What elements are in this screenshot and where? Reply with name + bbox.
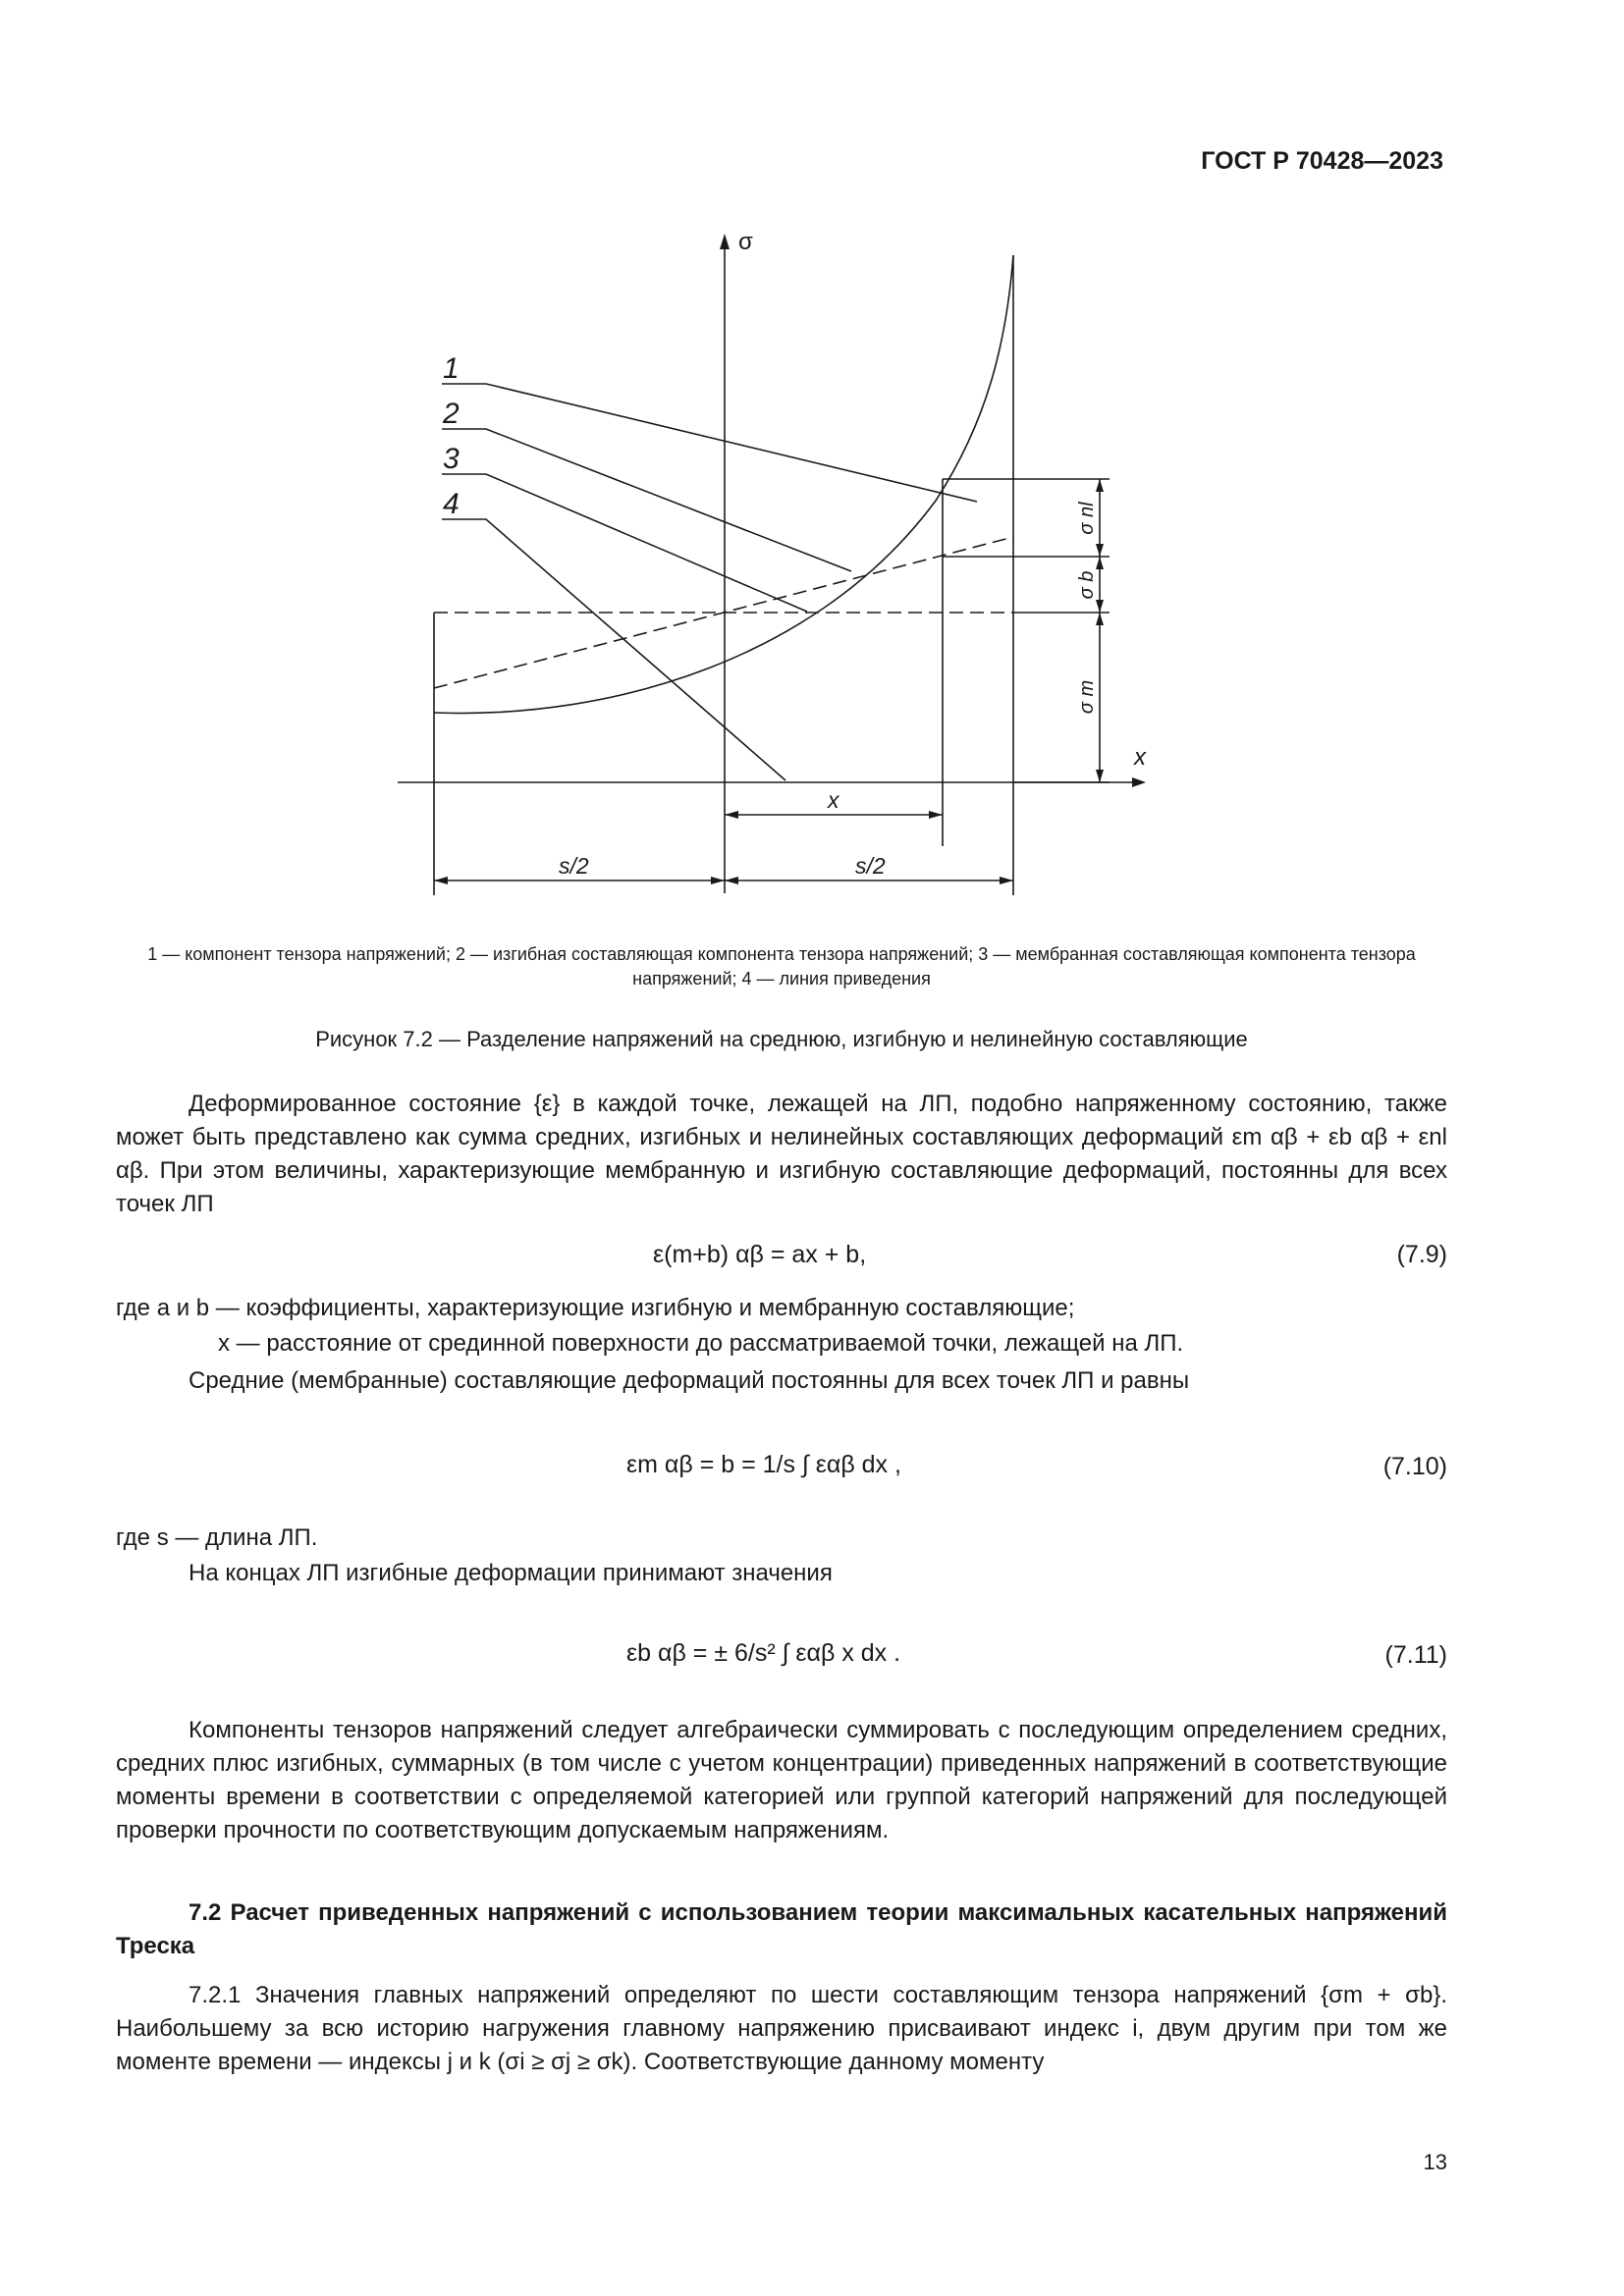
section-heading-7-2: 7.2 Расчет приведенных напряжений с использованием теории максимальных касательных напряжений Треска: [116, 1899, 1447, 1959]
stress-curve: [434, 255, 1013, 714]
equation-7-10: εm αβ = b = 1/s ∫ εαβ dx ,: [626, 1451, 901, 1478]
equation-7-11-number: (7.11): [1384, 1641, 1447, 1669]
sigma-axis-arrow: [720, 234, 730, 249]
page-number: 13: [1423, 2150, 1447, 2174]
sigma-b-label: σ b: [1076, 570, 1098, 600]
sigma-nl-label: σ nl: [1076, 502, 1098, 535]
figure-legend: 1 — компонент тензора напряжений; 2 — изгибная составляющая компонента тензора напряжений; 3 — мембранная составляющая компонента тензора напряжений; 4 — линия приведения: [147, 944, 1416, 988]
label-2: 2: [443, 398, 460, 430]
standard-header: ГОСТ Р 70428—2023: [1201, 147, 1443, 175]
where-line-3: где s — длина ЛП.: [116, 1524, 318, 1551]
label-3: 3: [443, 443, 460, 475]
equation-7-9-number: (7.9): [1396, 1241, 1447, 1268]
where-line-2: x — расстояние от срединной поверхности до рассматриваемой точки, лежащей на ЛП.: [218, 1330, 1184, 1357]
label-4: 4: [443, 488, 460, 520]
s-half-left-label: s/2: [559, 853, 589, 879]
paragraph-2: Средние (мембранные) составляющие деформаций постоянны для всех точек ЛП и равны: [189, 1367, 1190, 1394]
paragraph-5: 7.2.1 Значения главных напряжений определяют по шести составляющим тензора напряжений {σm + σb}. Наибольшему за всю историю нагружения главному напряжению присваивают индекс i, двум другим при том же моменте времени — индексы j и k (σi ≥ σj ≥ σk). Соответствующие данному моменту: [116, 1982, 1447, 2075]
equation-7-10-number: (7.10): [1382, 1453, 1447, 1480]
where-line-1: где a и b — коэффициенты, характеризующие изгибную и мембранную составляющие;: [116, 1295, 1075, 1321]
x-axis-label: x: [1134, 744, 1146, 771]
leader-4: [442, 519, 785, 780]
label-1: 1: [443, 352, 460, 385]
figure-7-2: [388, 226, 1173, 903]
x-axis-arrow: [1132, 777, 1146, 787]
equation-7-11: εb αβ = ± 6/s² ∫ εαβ x dx .: [626, 1639, 901, 1667]
figure-caption: Рисунок 7.2 — Разделение напряжений на среднюю, изгибную и нелинейную составляющие: [315, 1027, 1248, 1051]
x-dim-label: x: [828, 787, 839, 813]
sigma-axis-label: σ: [738, 229, 753, 255]
leader-3: [442, 474, 807, 612]
equation-7-9: ε(m+b) αβ = ax + b,: [653, 1241, 867, 1268]
leader-2: [442, 429, 851, 571]
paragraph-1: Деформированное состояние {ε} в каждой точке, лежащей на ЛП, подобно напряженному состоянию, также может быть представлено как сумма средних, изгибных и нелинейных составляющих деформаций εm αβ + εb αβ + εnl αβ. При этом величины, характеризующие мембранную и изгибную составляющие деформаций, постоянны для всех точек ЛП: [116, 1091, 1447, 1217]
paragraph-3: На концах ЛП изгибные деформации принимают значения: [189, 1560, 833, 1586]
paragraph-4: Компоненты тензоров напряжений следует алгебраически суммировать с последующим определением средних, средних плюс изгибных, суммарных (в том числе с учетом концентрации) приведенных напряжений в соответствующие моменты времени в соответствии с определяемой категорией или группой категорий напряжений для последующей проверки прочности по соответствующим допускаемым напряжениям.: [116, 1717, 1447, 1843]
sigma-m-label: σ m: [1076, 679, 1098, 715]
stress-diagram: [388, 226, 1173, 903]
s-half-right-label: s/2: [855, 853, 886, 879]
